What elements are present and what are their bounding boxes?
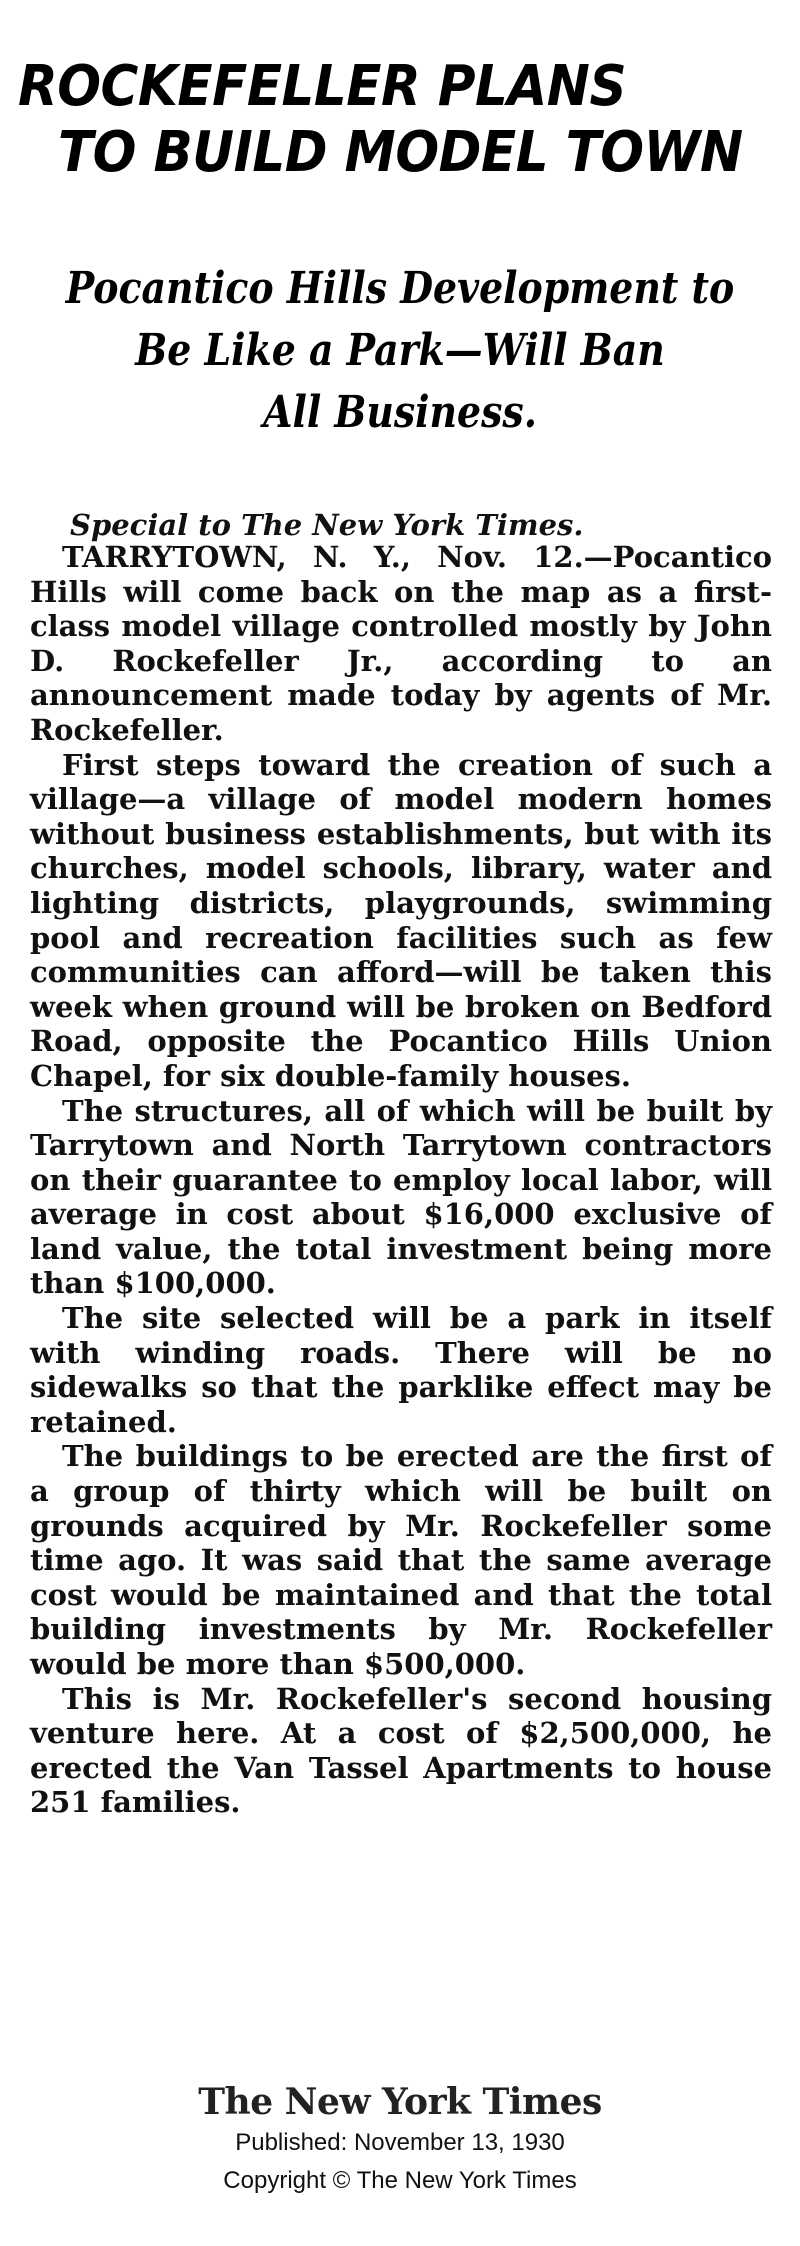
subheadline-line-1: Pocantico Hills Development to — [65, 263, 735, 314]
footer — [0, 2080, 800, 2200]
paragraph: First steps toward the creation of such a village—a village of model modern homes without business establishments, but with its churches, model schools, library, water and lighting districts, playgrounds, swimming pool and recreation facilities such as few communities can afford—will be taken this week when ground will be broken on Bedford Road, opposite the Pocantico Hills Union Chapel, for six double-family houses. — [30, 747, 772, 1093]
paragraph: The buildings to be erected are the first of a group of thirty which will be built on grounds acquired by Mr. Rockefeller some time ago. It was said that the same average cost would be maintained and that the total building investments by Mr. Rockefeller would be more than $500,000. — [30, 1439, 772, 1681]
headline-line-2: TO BUILD MODEL TOWN — [58, 120, 743, 185]
paragraph: The structures, all of which will be built by Tarrytown and North Tarrytown contractors on their guarantee to employ local labor, will average in cost about $16,000 exclusive of land value, the total investment being more than $100,000. — [30, 1093, 772, 1301]
special-byline: Special to The New York Times. — [70, 508, 584, 542]
copyright-notice: Copyright © The New York Times — [223, 2167, 577, 2194]
subheadline-line-2: Be Like a Park—Will Ban — [135, 325, 665, 376]
subheadline-line-3: All Business. — [263, 387, 537, 438]
paragraph: This is Mr. Rockefeller's second housing venture here. At a cost of $2,500,000, he erected the Van Tassel Apartments to house 251 families. — [30, 1681, 772, 1820]
paragraph: TARRYTOWN, N. Y., Nov. 12.—Pocantico Hills will come back on the map as a first-class model village controlled mostly by John D. Rockefeller Jr., according to an announcement made today by agents of Mr. Rockefeller. — [30, 540, 772, 747]
published-date: Published: November 13, 1930 — [235, 2129, 565, 2156]
nyt-logo: The New York Times — [198, 2081, 602, 2123]
headline-line-1: ROCKEFELLER PLANS — [18, 54, 627, 119]
article-body — [30, 540, 772, 1820]
paragraph: The site selected will be a park in itself with winding roads. There will be no sidewalks so that the parklike effect may be retained. — [30, 1301, 772, 1439]
